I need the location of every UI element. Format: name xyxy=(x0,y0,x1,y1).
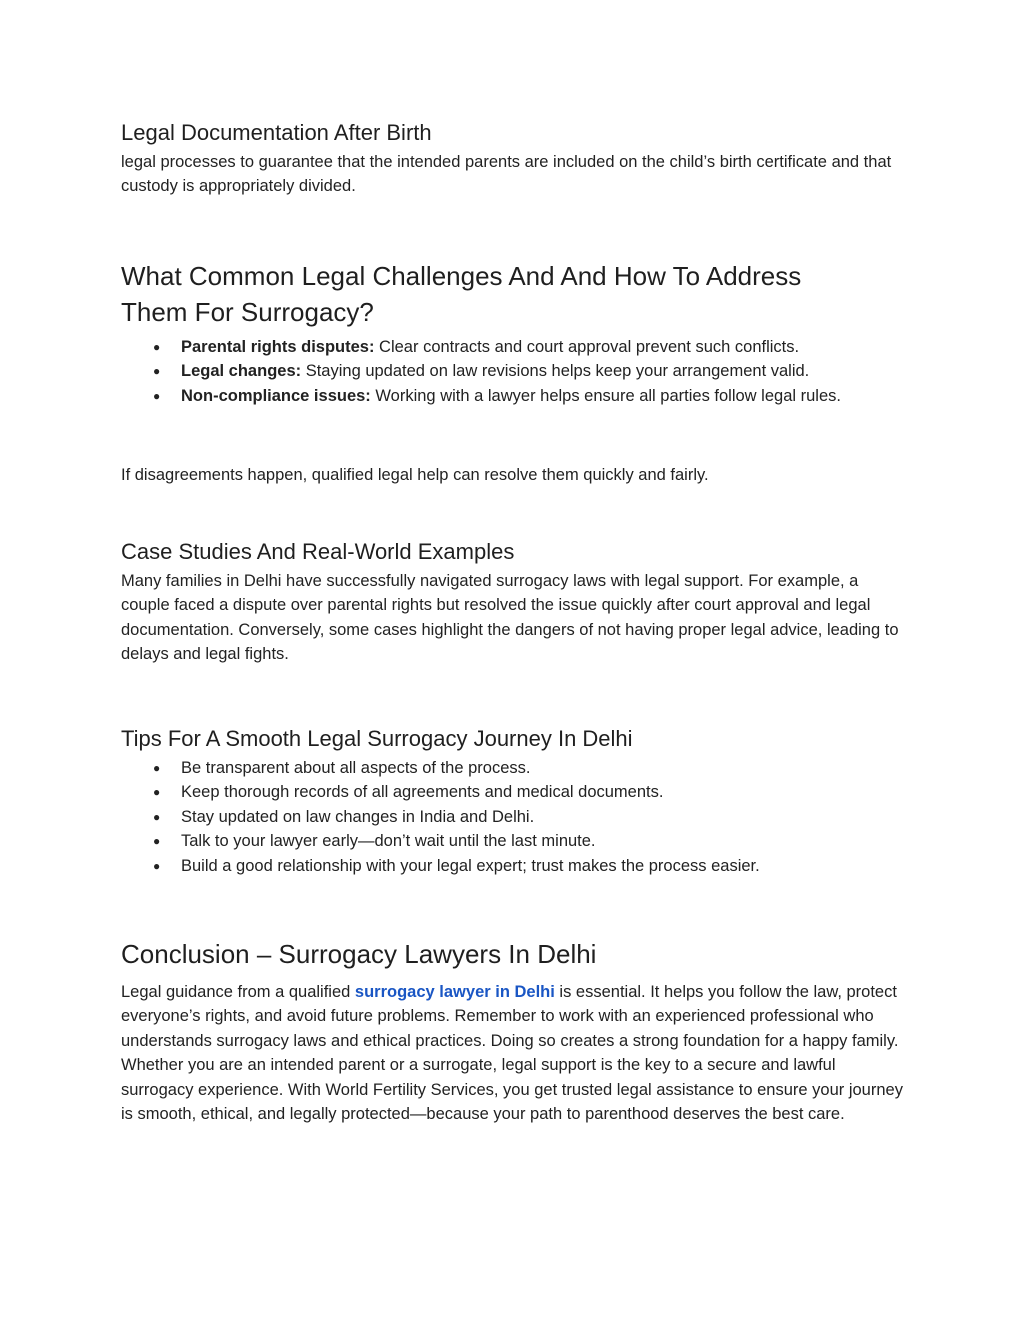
section-legal-challenges xyxy=(121,258,911,408)
heading-case-studies: Case Studies And Real-World Examples xyxy=(121,539,515,564)
surrogacy-lawyer-link[interactable]: surrogacy lawyer in Delhi xyxy=(354,983,555,1001)
challenges-list xyxy=(121,335,911,408)
list-item: ● Keep thorough records of all agreements and medical documents. xyxy=(181,780,911,804)
section-tips xyxy=(121,725,911,878)
paragraph-legal-documentation: legal processes to guarantee that the intended parents are included on the child’s birth certificate and that custody is appropriately divided. xyxy=(121,153,892,196)
list-item xyxy=(181,359,911,383)
tips-list xyxy=(121,756,911,878)
conclusion-text-after-link: is essential. It helps you follow the law, protect everyone’s rights, and avoid future problems. Remember to work with an experienced professional who understands surrogacy laws and ethical practices. Doing so creates a strong foundation for a happy family. Whether you are an intended parent or a surrogate, legal support is the key to a secure and lawful surrogacy experience. With World Fertility Services, you get trusted legal assistance to ensure your journey is smooth, ethical, and legally protected—because your path to parenthood deserves the best care. xyxy=(121,983,903,1124)
conclusion-text-before-link: Legal guidance from a qualified xyxy=(121,983,355,1001)
list-item-term: Legal changes: xyxy=(181,362,302,381)
heading-legal-challenges-line1: What Common Legal Challenges And And How To Address xyxy=(121,261,802,291)
paragraph-conclusion xyxy=(121,980,911,1126)
heading-tips: Tips For A Smooth Legal Surrogacy Journey In Delhi xyxy=(121,726,633,751)
section-conclusion xyxy=(121,936,911,1126)
list-item: ● Talk to your lawyer early—don’t wait until the last minute. xyxy=(181,829,911,853)
heading-legal-documentation: Legal Documentation After Birth xyxy=(121,120,432,145)
list-item-term: Non-compliance issues: xyxy=(181,386,371,405)
heading-legal-challenges xyxy=(121,258,911,330)
section-case-studies xyxy=(121,538,911,667)
list-item-text: Clear contracts and court approval prevent such conflicts. xyxy=(374,338,800,356)
list-item: ● Stay updated on law changes in India and Delhi. xyxy=(181,805,911,829)
list-item xyxy=(181,335,911,359)
heading-conclusion: Conclusion – Surrogacy Lawyers In Delhi xyxy=(121,939,597,969)
paragraph-case-studies: Many families in Delhi have successfully navigated surrogacy laws with legal support. For example, a couple faced a dispute over parental rights but resolved the issue quickly after court approval and legal documentation. Conversely, some cases highlight the dangers of not having proper legal advice, leading to delays and legal fights. xyxy=(121,572,899,664)
list-item-term: Parental rights disputes: xyxy=(181,338,375,356)
list-item xyxy=(181,384,881,408)
list-item-text: Staying updated on law revisions helps keep your arrangement valid. xyxy=(301,362,810,381)
list-item: ● Be transparent about all aspects of the process. xyxy=(181,756,911,780)
section-legal-documentation xyxy=(121,119,911,199)
paragraph-disagreements: If disagreements happen, qualified legal help can resolve them quickly and fairly. xyxy=(121,466,709,484)
heading-legal-challenges-line2: Them For Surrogacy? xyxy=(121,297,374,327)
list-item-text: Working with a lawyer helps ensure all parties follow legal rules. xyxy=(370,386,841,405)
list-item: ● Build a good relationship with your legal expert; trust makes the process easier. xyxy=(181,854,911,878)
